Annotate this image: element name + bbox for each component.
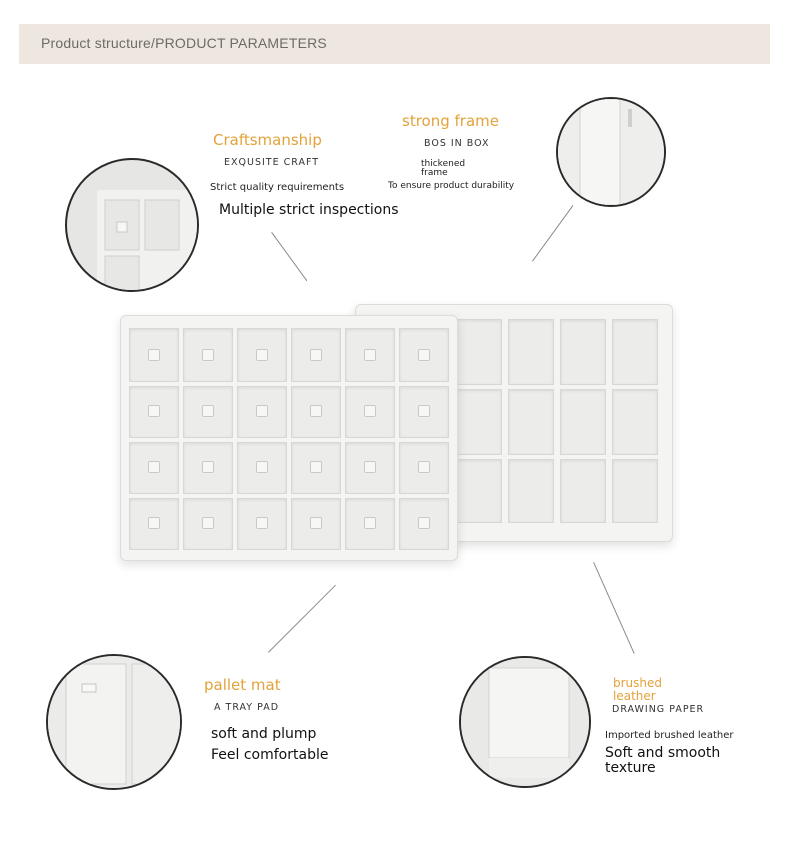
tray-back-slot: [456, 459, 502, 523]
earring-hook: [310, 405, 322, 417]
earring-hook: [310, 461, 322, 473]
header-banner: [19, 24, 770, 64]
tray-back-slot: [508, 459, 554, 523]
frame-edge-image: [558, 99, 664, 205]
brushed-leather-image: [461, 658, 589, 786]
tray-front-slot: [399, 498, 449, 550]
tray-front-slot: [291, 498, 341, 550]
connector-frame: [532, 205, 573, 261]
tray-front-slot: [237, 328, 287, 382]
tray-back-slot: [560, 389, 606, 455]
connector-pallet: [268, 585, 336, 653]
frame-title: strong frame: [402, 112, 499, 130]
tray-back-slot: [612, 389, 658, 455]
tray-front-slot: [237, 386, 287, 438]
frame-line1: thickened: [421, 159, 466, 169]
connector-craft: [271, 232, 307, 281]
craft-subtitle: EXQUSITE CRAFT: [224, 157, 320, 168]
tray-front-slot: [183, 442, 233, 494]
earring-hook: [256, 517, 268, 529]
leather-line3: texture: [605, 760, 656, 776]
connector-leather: [593, 562, 635, 654]
earring-hook: [310, 517, 322, 529]
earring-hook: [148, 405, 160, 417]
earring-hook: [364, 461, 376, 473]
tray-back-slot: [560, 319, 606, 385]
tray-pad-image: [48, 656, 180, 788]
craft-line2: Multiple strict inspections: [219, 202, 399, 218]
tray-front-slot: [291, 328, 341, 382]
earring-hook: [148, 461, 160, 473]
earring-hook: [148, 349, 160, 361]
tray-back-slot: [560, 459, 606, 523]
tray-front-slot: [291, 386, 341, 438]
earring-hook: [148, 517, 160, 529]
earring-hook: [418, 405, 430, 417]
tray-front: [120, 315, 458, 561]
pallet-line2: Feel comfortable: [211, 747, 329, 763]
leather-line2: Soft and smooth: [605, 745, 721, 761]
tray-front-slot: [399, 386, 449, 438]
craft-line1: Strict quality requirements: [210, 182, 345, 193]
craft-title: Craftsmanship: [213, 131, 322, 149]
tray-front-slot: [129, 386, 179, 438]
frame-line3: To ensure product durability: [388, 181, 515, 191]
earring-hook: [202, 405, 214, 417]
tray-back-slot: [612, 459, 658, 523]
leather-title1: brushed: [613, 676, 663, 690]
tray-back-slot: [456, 319, 502, 385]
earring-hook: [256, 405, 268, 417]
tray-front-slot: [345, 386, 395, 438]
tray-front-slot: [183, 328, 233, 382]
detail-circle-frame: [556, 97, 666, 207]
tray-back-slot: [612, 319, 658, 385]
detail-circle-craft: [65, 158, 199, 292]
leather-line1: Imported brushed leather: [605, 730, 734, 741]
earring-hook: [256, 461, 268, 473]
tray-front-slot: [237, 442, 287, 494]
earring-hook: [202, 461, 214, 473]
earring-hook: [256, 349, 268, 361]
header-title: Product structure/PRODUCT PARAMETERS: [41, 35, 327, 51]
tray-front-slot: [129, 498, 179, 550]
earring-hook: [418, 517, 430, 529]
detail-circle-pallet: [46, 654, 182, 790]
tray-front-slot: [399, 442, 449, 494]
earring-hook: [364, 349, 376, 361]
tray-back-slot: [508, 319, 554, 385]
leather-title2: leather: [613, 689, 656, 703]
earring-hook: [364, 405, 376, 417]
tray-front-slot: [129, 442, 179, 494]
earring-hook: [418, 461, 430, 473]
tray-front-slot: [345, 442, 395, 494]
tray-back-slot: [456, 389, 502, 455]
frame-subtitle: BOS IN BOX: [424, 138, 490, 149]
earring-hook: [418, 349, 430, 361]
earring-hook: [364, 517, 376, 529]
pallet-title: pallet mat: [204, 676, 281, 694]
frame-line2: frame: [421, 168, 448, 178]
tray-back-slot: [508, 389, 554, 455]
earring-hook: [202, 517, 214, 529]
earring-hook: [202, 349, 214, 361]
leather-subtitle: DRAWING PAPER: [612, 704, 705, 715]
tray-corner-image: [67, 160, 197, 290]
tray-front-slot: [345, 328, 395, 382]
pallet-subtitle: A TRAY PAD: [214, 702, 280, 713]
tray-front-slot: [183, 498, 233, 550]
tray-front-slot: [399, 328, 449, 382]
tray-front-slot: [345, 498, 395, 550]
earring-hook: [310, 349, 322, 361]
tray-front-slot: [129, 328, 179, 382]
tray-front-slot: [183, 386, 233, 438]
tray-front-slot: [291, 442, 341, 494]
tray-front-slot: [237, 498, 287, 550]
detail-circle-leather: [459, 656, 591, 788]
pallet-line1: soft and plump: [211, 726, 317, 742]
